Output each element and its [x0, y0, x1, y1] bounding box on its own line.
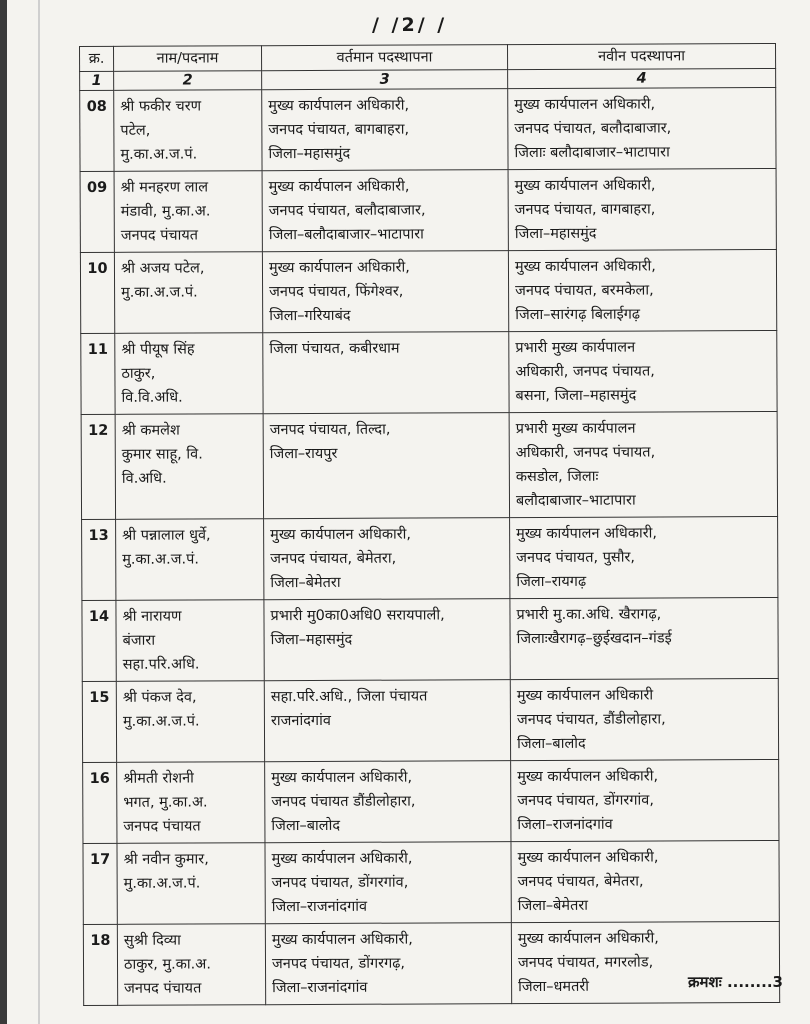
officer-name-cell: [114, 171, 262, 253]
officer-name-line: पटेल,: [120, 122, 151, 139]
new-posting-line: प्रभारी मु.का.अधि. खैरागढ़,: [516, 606, 662, 624]
officer-name-line: जनपद पंचायत: [123, 818, 201, 835]
officer-name-line: मंडावी, मु.का.अ.: [120, 203, 211, 220]
new-posting-line: अधिकारी, जनपद पंचायत,: [515, 444, 656, 462]
header-serial: क्र.: [80, 46, 114, 71]
current-posting-line: जिला–राजनांदगांव: [271, 898, 368, 916]
serial-number: 11: [81, 333, 115, 414]
current-posting-line: जनपद पंचायत, बेमेतरा,: [270, 550, 397, 568]
serial-number: 14: [82, 600, 116, 681]
transfer-table: [79, 43, 780, 1006]
table-row: [82, 516, 778, 600]
officer-name-line: श्री पंकज देव,: [122, 689, 197, 706]
new-posting-line: जनपद पंचायत, मगरलोड,: [517, 954, 654, 972]
officer-name-cell: [117, 762, 265, 844]
officer-name-line: श्री मनहरण लाल: [120, 179, 209, 196]
officer-name-line: मु.का.अ.ज.पं.: [121, 284, 198, 301]
new-posting-line: जिलाः बलौदाबाजार–भाटापारा: [514, 144, 670, 162]
new-posting-cell: [511, 759, 779, 841]
new-posting-line: मुख्य कार्यपालन अधिकारी,: [517, 849, 659, 867]
officer-name-line: सहा.परि.अधि.: [122, 656, 200, 673]
new-posting-line: कसडोल, जिलाः: [515, 468, 599, 486]
officer-name-line: श्री पीयूष सिंह: [121, 341, 195, 358]
officer-name-cell: [115, 333, 263, 415]
current-posting-line: प्रभारी मु0का0अधि0 सरायपाली,: [270, 607, 445, 625]
officer-name-line: श्री फकीर चरण: [120, 98, 202, 115]
officer-name-line: मु.का.अ.ज.पं.: [122, 551, 199, 568]
officer-name-cell: [116, 519, 264, 601]
officer-name-line: ठाकुर,: [121, 365, 156, 382]
table-row: [83, 759, 779, 843]
new-posting-cell: [508, 168, 776, 250]
new-posting-line: जनपद पंचायत, बेमेतरा,: [517, 873, 644, 891]
new-posting-line: मुख्य कार्यपालन अधिकारी,: [514, 96, 656, 114]
serial-number: 15: [82, 681, 116, 762]
new-posting-line: जनपद पंचायत, डौंडीलोहारा,: [516, 711, 666, 729]
new-posting-line: मुख्य कार्यपालन अधिकारी: [516, 687, 654, 705]
table-row: [81, 411, 777, 519]
table-header-row: [80, 43, 776, 71]
officer-name-line: कुमार साहू, वि.: [121, 446, 203, 463]
serial-number: 08: [80, 90, 114, 171]
new-posting-line: प्रभारी मुख्य कार्यपालन: [515, 339, 636, 357]
table-row: [83, 840, 779, 924]
column-number: 3: [262, 70, 508, 90]
current-posting-line: मुख्य कार्यपालन अधिकारी,: [268, 259, 410, 277]
officer-name-line: जनपद पंचायत: [120, 227, 199, 244]
table-row: [80, 249, 776, 333]
serial-number: 13: [82, 519, 116, 600]
officer-name-cell: [117, 843, 265, 925]
officer-name-line: श्री नवीन कुमार,: [123, 851, 209, 868]
current-posting-line: राजनांदगांव: [270, 712, 331, 730]
officer-name-cell: [116, 600, 264, 682]
serial-number: 09: [80, 171, 114, 252]
column-number: 2: [114, 71, 262, 91]
officer-name-line: बंजारा: [122, 632, 156, 649]
officer-name-line: वि.अधि.: [121, 470, 167, 487]
officer-name-line: मु.का.अ.ज.पं.: [123, 875, 201, 892]
officer-name-cell: [114, 252, 262, 334]
serial-number: 16: [83, 762, 117, 843]
current-posting-line: मुख्य कार्यपालन अधिकारी,: [270, 526, 412, 544]
current-posting-line: जनपद पंचायत, डोंगरगढ़,: [271, 955, 406, 973]
current-posting-line: जिला–राजनांदगांव: [272, 979, 368, 997]
new-posting-line: अधिकारी, जनपद पंचायत,: [515, 363, 655, 381]
continued-note: क्रमशः ........3: [688, 973, 783, 991]
page-binding-edge: [0, 0, 7, 1024]
officer-name-cell: [116, 681, 264, 763]
current-posting-cell: [263, 413, 509, 519]
column-number: 1: [80, 71, 114, 90]
current-posting-line: जिला–बलौदाबाजार–भाटापारा: [268, 226, 424, 244]
officer-name-line: श्री पन्नालाल धुर्वे,: [122, 527, 211, 544]
officer-name-cell: [117, 924, 265, 1006]
new-posting-line: जनपद पंचायत, बलौदाबाजार,: [514, 120, 672, 138]
current-posting-line: मुख्य कार्यपालन अधिकारी,: [268, 97, 410, 115]
new-posting-cell: [510, 516, 778, 598]
serial-number: 12: [81, 414, 115, 519]
new-posting-cell: [509, 330, 777, 412]
header-current-posting: वर्तमान पदस्थापना: [262, 45, 508, 71]
current-posting-line: जनपद पंचायत, डोंगरगांव,: [271, 874, 409, 892]
officer-name-line: श्री अजय पटेल,: [120, 260, 205, 277]
serial-number: 18: [83, 924, 117, 1005]
new-posting-line: मुख्य कार्यपालन अधिकारी,: [514, 177, 656, 195]
new-posting-cell: [511, 840, 779, 922]
new-posting-line: बलौदाबाजार–भाटापारा: [515, 492, 636, 510]
new-posting-line: जिला–रायगढ़: [516, 573, 587, 591]
officer-name-line: श्रीमती रोशनी: [123, 770, 194, 787]
new-posting-line: बसना, जिला–महासमुंद: [515, 387, 637, 405]
new-posting-cell: [508, 87, 776, 169]
current-posting-line: मुख्य कार्यपालन अधिकारी,: [271, 769, 413, 787]
new-posting-line: जिला–सारंगढ़ बिलाईगढ़: [515, 306, 641, 324]
new-posting-line: जिला–महासमुंद: [514, 225, 597, 243]
new-posting-cell: [509, 411, 777, 517]
current-posting-line: मुख्य कार्यपालन अधिकारी,: [268, 178, 410, 196]
officer-name-line: वि.वि.अधि.: [121, 389, 183, 406]
new-posting-line: जनपद पंचायत, पुसौर,: [516, 549, 636, 567]
officer-name-line: जनपद पंचायत: [124, 980, 202, 997]
officer-name-line: श्री कमलेश: [121, 422, 180, 439]
current-posting-line: सहा.परि.अधि., जिला पंचायत: [270, 688, 428, 706]
page-fold-line: [38, 0, 40, 1024]
current-posting-line: जिला पंचायत, कबीरधाम: [269, 340, 400, 358]
header-new-posting: नवीन पदस्थापना: [507, 43, 775, 69]
new-posting-line: मुख्य कार्यपालन अधिकारी,: [514, 258, 656, 276]
new-posting-line: प्रभारी मुख्य कार्यपालन: [515, 420, 636, 438]
current-posting-cell: [262, 89, 508, 171]
current-posting-line: जिला–महासमुंद: [270, 631, 353, 649]
new-posting-line: मुख्य कार्यपालन अधिकारी,: [517, 930, 659, 948]
officer-name-line: ठाकुर, मु.का.अ.: [123, 956, 211, 973]
officer-name-line: सुश्री दिव्या: [123, 932, 181, 949]
new-posting-cell: [510, 678, 778, 760]
table-row: [82, 597, 778, 681]
new-posting-line: जनपद पंचायत, बरमकेला,: [515, 282, 654, 300]
new-posting-line: जिला–बालोद: [517, 735, 586, 753]
new-posting-line: जिला–बेमेतरा: [517, 897, 589, 915]
current-posting-cell: [263, 332, 509, 414]
current-posting-cell: [264, 599, 510, 681]
current-posting-cell: [265, 761, 511, 843]
current-posting-line: जनपद पंचायत, तिल्दा,: [269, 421, 391, 439]
table-row: [83, 921, 779, 1005]
serial-number: 10: [80, 252, 114, 333]
officer-name-cell: [115, 414, 263, 520]
current-posting-line: जिला–बेमेतरा: [270, 574, 341, 592]
table-row: [81, 330, 777, 414]
new-posting-line: जिलाःखैरागढ़–छुईखदान–गंडई: [516, 630, 672, 648]
new-posting-cell: [508, 249, 776, 331]
current-posting-cell: [264, 518, 510, 600]
current-posting-cell: [262, 251, 508, 333]
new-posting-line: जिला–राजनांदगांव: [517, 816, 613, 834]
current-posting-line: जिला–गरियाबंद: [269, 307, 351, 325]
current-posting-line: जिला–रायपुर: [269, 445, 338, 463]
officer-name-cell: [114, 90, 262, 172]
new-posting-line: जनपद पंचायत, डोंगरगांव,: [517, 792, 654, 810]
new-posting-cell: [510, 597, 778, 679]
officer-name-line: भगत, मु.का.अ.: [123, 794, 208, 811]
current-posting-line: जिला–बालोद: [271, 817, 341, 835]
current-posting-line: जनपद पंचायत डौंडीलोहारा,: [271, 793, 416, 811]
page-number: / /2/ /: [372, 14, 448, 36]
current-posting-cell: [262, 170, 508, 252]
table-row: [80, 168, 776, 252]
header-name: नाम/पदनाम: [114, 46, 262, 72]
current-posting-line: मुख्य कार्यपालन अधिकारी,: [271, 931, 413, 949]
current-posting-cell: [265, 923, 511, 1005]
new-posting-line: जिला–धमतरी: [518, 978, 590, 996]
serial-number: 17: [83, 843, 117, 924]
officer-name-line: मु.का.अ.ज.पं.: [122, 713, 200, 730]
current-posting-line: जनपद पंचायत, फिंगेश्वर,: [269, 283, 404, 301]
current-posting-line: जनपद पंचायत, बलौदाबाजार,: [268, 202, 426, 220]
table-row: [80, 87, 776, 171]
new-posting-line: मुख्य कार्यपालन अधिकारी,: [517, 768, 659, 786]
officer-name-line: श्री नारायण: [122, 608, 182, 625]
current-posting-cell: [264, 680, 510, 762]
officer-name-line: मु.का.अ.ज.पं.: [120, 146, 198, 163]
table-row: [82, 678, 778, 762]
current-posting-cell: [265, 842, 511, 924]
column-number: 4: [508, 68, 776, 88]
current-posting-line: मुख्य कार्यपालन अधिकारी,: [271, 850, 413, 868]
new-posting-line: मुख्य कार्यपालन अधिकारी,: [516, 525, 658, 543]
new-posting-line: जनपद पंचायत, बागबाहरा,: [514, 201, 656, 219]
current-posting-line: जनपद पंचायत, बागबाहरा,: [268, 121, 410, 139]
current-posting-line: जिला–महासमुंद: [268, 145, 351, 163]
